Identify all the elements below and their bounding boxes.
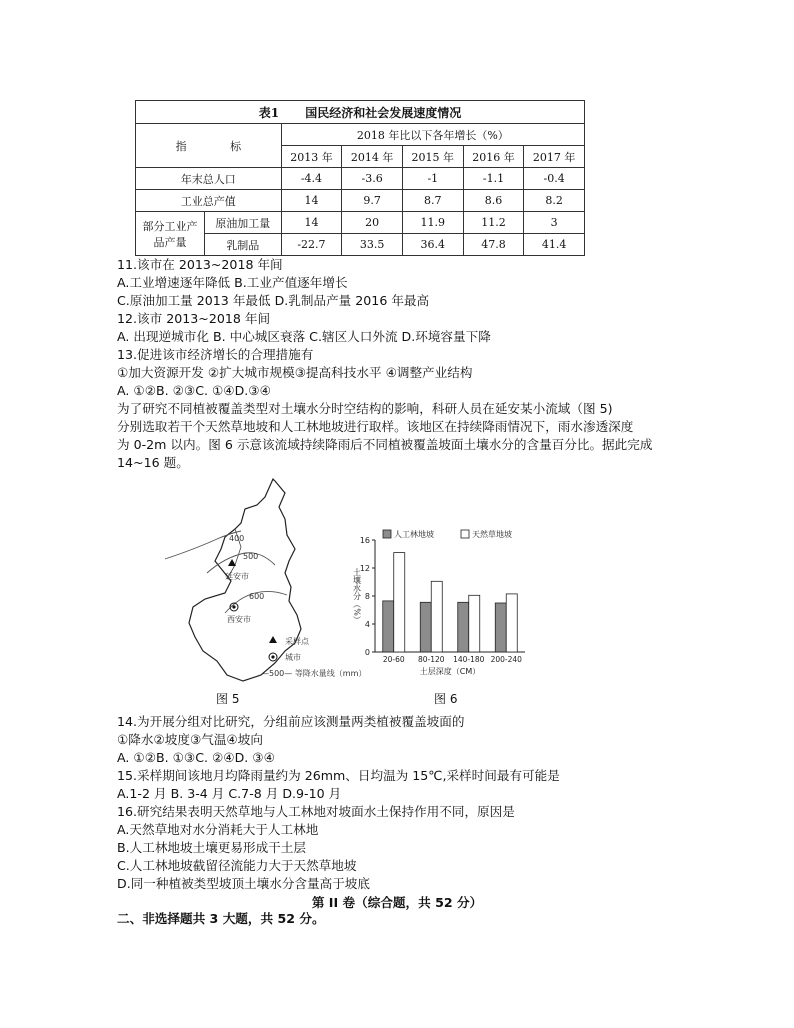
- table-cell: 14: [281, 212, 342, 234]
- table-cell: 47.8: [463, 234, 524, 256]
- x-axis-label: 土层深度（CM）: [419, 667, 481, 676]
- row-label: 工业总产值: [136, 190, 282, 212]
- table-cell: -1: [402, 168, 463, 190]
- year-header: 2015 年: [402, 146, 463, 168]
- group-label-1: 部分工业产: [142, 219, 198, 233]
- row-label: 原油加工量: [205, 212, 282, 234]
- question-line: 11.该市在 2013~2018 年间: [117, 257, 283, 272]
- year-header: 2016 年: [463, 146, 524, 168]
- question-line: 为了研究不同植被覆盖类型对土壤水分时空结构的影响，科研人员在延安某小流域（图 5): [117, 401, 613, 416]
- question-line: 16.研究结果表明天然草地与人工林地对坡面水土保持作用不同，原因是: [117, 804, 515, 819]
- year-header: 2017 年: [524, 146, 585, 168]
- table-cell: 3: [524, 212, 585, 234]
- bar-grassland: [431, 581, 442, 652]
- question-line: 为 0-2m 以内。图 6 示意该流域持续降雨后不同植被覆盖坡面土壤水分的含量百分比。据此完成: [117, 437, 653, 452]
- isoline-label-400: 400: [229, 534, 245, 543]
- legend-label: 天然草地坡: [472, 530, 512, 539]
- sample-point-marker: [228, 559, 236, 566]
- y-axis-label: 土壤水分（%）: [352, 568, 362, 624]
- group-label: [136, 212, 205, 256]
- section-subtitle: 二、非选择题共 3 大题，共 52 分。: [117, 911, 325, 926]
- table-cell: -3.6: [342, 168, 403, 190]
- figure-6-caption: 图 6: [434, 692, 458, 706]
- table-cell: -0.4: [524, 168, 585, 190]
- table-row: [136, 190, 585, 212]
- table-cell: 33.5: [342, 234, 403, 256]
- table-cell: 8.6: [463, 190, 524, 212]
- table-cell: -22.7: [281, 234, 342, 256]
- table-cell: 11.2: [463, 212, 524, 234]
- year-header: 2013 年: [281, 146, 342, 168]
- table-caption: [136, 101, 585, 124]
- bar-plantation: [458, 602, 469, 652]
- question-line: A.1-2 月 B. 3-4 月 C.7-8 月 D.9-10 月: [117, 786, 342, 801]
- legend-swatch: [383, 530, 391, 538]
- y-tick-label: 16: [359, 536, 370, 545]
- question-line: 13.促进该市经济增长的合理措施有: [117, 347, 314, 362]
- y-tick-label: 8: [364, 592, 370, 601]
- isoline-label-500: 500: [243, 552, 259, 561]
- legend-city-label: 城市: [285, 653, 301, 662]
- header-index-2: 标: [230, 139, 242, 153]
- question-line: 14~16 题。: [117, 455, 189, 470]
- bar-plantation: [383, 601, 394, 652]
- question-line: 分别选取若干个天然草地坡和人工林地坡进行取样。该地区在持续降雨情况下，雨水渗透深度: [117, 419, 634, 434]
- y-tick-label: 4: [364, 620, 370, 629]
- y-tick-label: 0: [364, 648, 370, 657]
- group-label-2: 品产量: [153, 235, 187, 249]
- legend-label: 人工林地坡: [394, 530, 434, 539]
- table-title: 国民经济和社会发展速度情况: [305, 105, 462, 120]
- x-tick-label: 200-240: [490, 655, 522, 664]
- table-cell: 11.9: [402, 212, 463, 234]
- year-header: 2014 年: [342, 146, 403, 168]
- table-cell: 8.2: [524, 190, 585, 212]
- header-group: 2018 年比以下各年增长（%）: [281, 124, 584, 146]
- header-index-1: 指: [175, 139, 187, 153]
- legend-isoline-label: —500— 等降水量线（mm）: [261, 669, 367, 678]
- table-number: 表1: [258, 105, 280, 120]
- question-line: 14.为开展分组对比研究，分组前应该测量两类植被覆盖坡面的: [117, 714, 465, 729]
- x-tick-label: 20-60: [382, 655, 405, 664]
- bar-plantation: [420, 602, 431, 652]
- table-cell: 41.4: [524, 234, 585, 256]
- city-label-xian: 西安市: [227, 615, 251, 624]
- table-cell: -4.4: [281, 168, 342, 190]
- bar-chart: [345, 524, 535, 684]
- question-line: C.原油加工量 2013 年最低 D.乳制品产量 2016 年最高: [117, 293, 430, 308]
- figure-5-caption: 图 5: [216, 692, 240, 706]
- table-cell: 9.7: [342, 190, 403, 212]
- question-line: ①降水②坡度③气温④坡向: [117, 732, 263, 747]
- data-table: [135, 100, 585, 256]
- legend-sample-label: 采样点: [285, 637, 309, 646]
- section-title: 第 II 卷（综合题，共 52 分）: [311, 895, 483, 910]
- bar-grassland: [469, 595, 480, 652]
- x-tick-label: 80-120: [417, 655, 445, 664]
- bar-grassland: [394, 553, 405, 652]
- table-row: [136, 168, 585, 190]
- city-label-yanan: 延安市: [225, 572, 249, 581]
- table-cell: 20: [342, 212, 403, 234]
- legend-swatch: [461, 530, 469, 538]
- table-row: [136, 212, 585, 234]
- row-label: 年末总人口: [136, 168, 282, 190]
- question-line: 12.该市 2013~2018 年间: [117, 311, 271, 326]
- question-line: A. 出现逆城市化 B. 中心城区衰落 C.辖区人口外流 D.环境容量下降: [117, 329, 491, 344]
- question-line: D.同一种植被类型坡顶土壤水分含量高于坡底: [117, 876, 370, 891]
- bar-grassland: [506, 594, 517, 652]
- legend-sample-icon: [269, 636, 277, 643]
- isoline-label-600: 600: [249, 592, 265, 601]
- header-index: [136, 124, 282, 168]
- bar-plantation: [495, 603, 506, 652]
- question-line: A.天然草地对水分消耗大于人工林地: [117, 822, 319, 837]
- y-tick-label: 12: [359, 564, 370, 573]
- question-line: 15.采样期间该地月均降雨量约为 26mm、日均温为 15℃,采样时间最有可能是: [117, 768, 560, 783]
- question-line: ①加大资源开发 ②扩大城市规模③提高科技水平 ④调整产业结构: [117, 365, 473, 380]
- question-line: C.人工林地坡截留径流能力大于天然草地坡: [117, 858, 357, 873]
- table-cell: 36.4: [402, 234, 463, 256]
- question-line: A.工业增速逐年降低 B.工业产值逐年增长: [117, 275, 348, 290]
- row-label: 乳制品: [205, 234, 282, 256]
- table-cell: 8.7: [402, 190, 463, 212]
- table-cell: 14: [281, 190, 342, 212]
- x-tick-label: 140-180: [453, 655, 485, 664]
- question-line: A. ①②B. ①③C. ②④D. ③④: [117, 750, 275, 765]
- table-cell: -1.1: [463, 168, 524, 190]
- question-line: A. ①②B. ②③C. ①④D.③④: [117, 383, 271, 398]
- question-line: B.人工林地坡土壤更易形成干土层: [117, 840, 306, 855]
